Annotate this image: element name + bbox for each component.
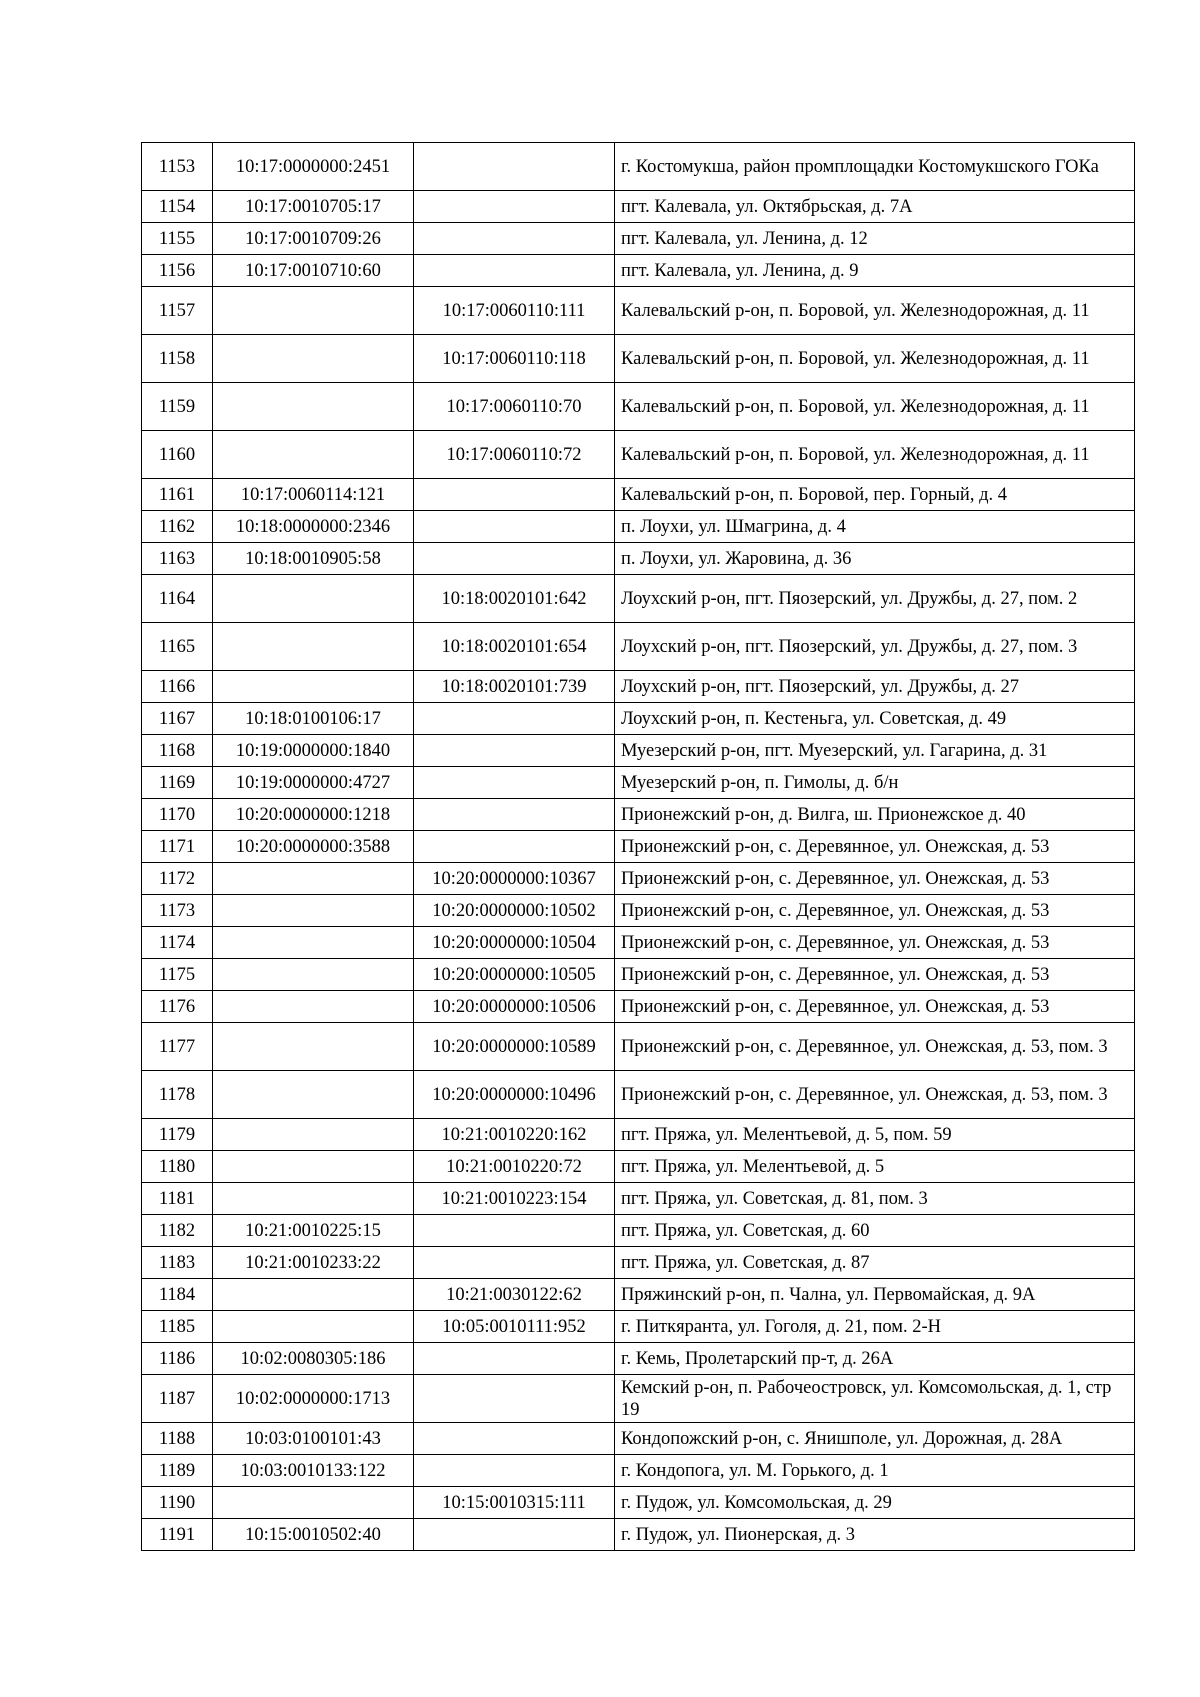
land-cadastral-number-cell: 10:19:0000000:1840: [213, 735, 414, 767]
row-number-cell: 1181: [142, 1183, 213, 1215]
table-row: [142, 1519, 1135, 1551]
table-row: [142, 143, 1135, 191]
building-cadastral-number-cell: 10:20:0000000:10505: [414, 959, 615, 991]
building-cadastral-number-cell: 10:21:0010220:162: [414, 1119, 615, 1151]
table-row: [142, 735, 1135, 767]
address-cell: Лоухский р-он, пгт. Пяозерский, ул. Дружбы, д. 27, пом. 2: [615, 575, 1135, 623]
building-cadastral-number-cell: [414, 1247, 615, 1279]
row-number-cell: 1190: [142, 1487, 213, 1519]
row-number-cell: 1188: [142, 1423, 213, 1455]
row-number-cell: 1186: [142, 1343, 213, 1375]
row-number-cell: 1156: [142, 255, 213, 287]
table-row: [142, 1071, 1135, 1119]
address-cell: Калевальский р-он, п. Боровой, пер. Горный, д. 4: [615, 479, 1135, 511]
building-cadastral-number-cell: 10:20:0000000:10502: [414, 895, 615, 927]
table-row: [142, 1215, 1135, 1247]
address-cell: Прионежский р-он, с. Деревянное, ул. Онежская, д. 53: [615, 927, 1135, 959]
row-number-cell: 1172: [142, 863, 213, 895]
building-cadastral-number-cell: 10:18:0020101:654: [414, 623, 615, 671]
address-cell: г. Костомукша, район промплощадки Костомукшского ГОКа: [615, 143, 1135, 191]
row-number-cell: 1154: [142, 191, 213, 223]
building-cadastral-number-cell: [414, 1375, 615, 1423]
row-number-cell: 1173: [142, 895, 213, 927]
building-cadastral-number-cell: 10:21:0030122:62: [414, 1279, 615, 1311]
land-cadastral-number-cell: 10:21:0010233:22: [213, 1247, 414, 1279]
address-cell: Муезерский р-он, п. Гимолы, д. б/н: [615, 767, 1135, 799]
table-row: [142, 255, 1135, 287]
table-row: [142, 1119, 1135, 1151]
row-number-cell: 1158: [142, 335, 213, 383]
land-cadastral-number-cell: 10:02:0000000:1713: [213, 1375, 414, 1423]
address-cell: пгт. Пряжа, ул. Советская, д. 60: [615, 1215, 1135, 1247]
building-cadastral-number-cell: [414, 223, 615, 255]
address-cell: Прионежский р-он, с. Деревянное, ул. Онежская, д. 53, пом. 3: [615, 1023, 1135, 1071]
building-cadastral-number-cell: [414, 831, 615, 863]
row-number-cell: 1175: [142, 959, 213, 991]
row-number-cell: 1160: [142, 431, 213, 479]
table-row: [142, 1247, 1135, 1279]
land-cadastral-number-cell: 10:20:0000000:1218: [213, 799, 414, 831]
address-cell: Прионежский р-он, с. Деревянное, ул. Онежская, д. 53: [615, 895, 1135, 927]
land-cadastral-number-cell: 10:03:0100101:43: [213, 1423, 414, 1455]
land-cadastral-number-cell: [213, 991, 414, 1023]
land-cadastral-number-cell: [213, 1311, 414, 1343]
land-cadastral-number-cell: 10:21:0010225:15: [213, 1215, 414, 1247]
building-cadastral-number-cell: 10:21:0010220:72: [414, 1151, 615, 1183]
land-cadastral-number-cell: [213, 575, 414, 623]
address-cell: пгт. Пряжа, ул. Мелентьевой, д. 5: [615, 1151, 1135, 1183]
building-cadastral-number-cell: 10:18:0020101:739: [414, 671, 615, 703]
address-cell: г. Питкяранта, ул. Гоголя, д. 21, пом. 2-Н: [615, 1311, 1135, 1343]
land-cadastral-number-cell: [213, 863, 414, 895]
row-number-cell: 1176: [142, 991, 213, 1023]
table-row: [142, 543, 1135, 575]
table-row: [142, 1183, 1135, 1215]
table-row: [142, 767, 1135, 799]
building-cadastral-number-cell: 10:05:0010111:952: [414, 1311, 615, 1343]
land-cadastral-number-cell: [213, 431, 414, 479]
land-cadastral-number-cell: [213, 671, 414, 703]
land-cadastral-number-cell: [213, 1151, 414, 1183]
address-cell: пгт. Пряжа, ул. Мелентьевой, д. 5, пом. 59: [615, 1119, 1135, 1151]
land-cadastral-number-cell: [213, 927, 414, 959]
address-cell: Кондопожский р-он, с. Янишполе, ул. Дорожная, д. 28А: [615, 1423, 1135, 1455]
address-cell: Прионежский р-он, с. Деревянное, ул. Онежская, д. 53: [615, 831, 1135, 863]
land-cadastral-number-cell: [213, 335, 414, 383]
table-row: [142, 1487, 1135, 1519]
land-cadastral-number-cell: [213, 1487, 414, 1519]
property-registry-table: [141, 142, 1135, 1551]
land-cadastral-number-cell: 10:19:0000000:4727: [213, 767, 414, 799]
land-cadastral-number-cell: 10:17:0010710:60: [213, 255, 414, 287]
row-number-cell: 1187: [142, 1375, 213, 1423]
table-row: [142, 335, 1135, 383]
table-row: [142, 1151, 1135, 1183]
row-number-cell: 1179: [142, 1119, 213, 1151]
building-cadastral-number-cell: 10:20:0000000:10496: [414, 1071, 615, 1119]
address-cell: г. Пудож, ул. Комсомольская, д. 29: [615, 1487, 1135, 1519]
address-cell: г. Кемь, Пролетарский пр-т, д. 26А: [615, 1343, 1135, 1375]
address-cell: п. Лоухи, ул. Жаровина, д. 36: [615, 543, 1135, 575]
land-cadastral-number-cell: 10:02:0080305:186: [213, 1343, 414, 1375]
address-cell: Лоухский р-он, п. Кестеньга, ул. Советская, д. 49: [615, 703, 1135, 735]
building-cadastral-number-cell: 10:17:0060110:72: [414, 431, 615, 479]
table-row: [142, 1343, 1135, 1375]
address-cell: Пряжинский р-он, п. Чална, ул. Первомайская, д. 9А: [615, 1279, 1135, 1311]
address-cell: Прионежский р-он, с. Деревянное, ул. Онежская, д. 53: [615, 991, 1135, 1023]
table-row: [142, 703, 1135, 735]
row-number-cell: 1174: [142, 927, 213, 959]
registry-table-body: [142, 143, 1135, 1551]
land-cadastral-number-cell: [213, 623, 414, 671]
building-cadastral-number-cell: 10:17:0060110:118: [414, 335, 615, 383]
building-cadastral-number-cell: 10:20:0000000:10504: [414, 927, 615, 959]
table-row: [142, 287, 1135, 335]
address-cell: Лоухский р-он, пгт. Пяозерский, ул. Дружбы, д. 27: [615, 671, 1135, 703]
address-cell: Прионежский р-он, с. Деревянное, ул. Онежская, д. 53: [615, 863, 1135, 895]
building-cadastral-number-cell: [414, 143, 615, 191]
row-number-cell: 1161: [142, 479, 213, 511]
table-row: [142, 1023, 1135, 1071]
table-row: [142, 191, 1135, 223]
row-number-cell: 1182: [142, 1215, 213, 1247]
land-cadastral-number-cell: 10:18:0000000:2346: [213, 511, 414, 543]
table-row: [142, 511, 1135, 543]
land-cadastral-number-cell: 10:18:0010905:58: [213, 543, 414, 575]
row-number-cell: 1184: [142, 1279, 213, 1311]
row-number-cell: 1169: [142, 767, 213, 799]
land-cadastral-number-cell: [213, 1183, 414, 1215]
table-row: [142, 479, 1135, 511]
building-cadastral-number-cell: 10:15:0010315:111: [414, 1487, 615, 1519]
address-cell: Калевальский р-он, п. Боровой, ул. Железнодорожная, д. 11: [615, 383, 1135, 431]
table-row: [142, 799, 1135, 831]
land-cadastral-number-cell: 10:17:0010709:26: [213, 223, 414, 255]
table-row: [142, 1375, 1135, 1423]
land-cadastral-number-cell: [213, 959, 414, 991]
address-cell: Калевальский р-он, п. Боровой, ул. Железнодорожная, д. 11: [615, 287, 1135, 335]
row-number-cell: 1163: [142, 543, 213, 575]
address-cell: пгт. Калевала, ул. Ленина, д. 9: [615, 255, 1135, 287]
building-cadastral-number-cell: [414, 1215, 615, 1247]
row-number-cell: 1189: [142, 1455, 213, 1487]
address-cell: Калевальский р-он, п. Боровой, ул. Железнодорожная, д. 11: [615, 335, 1135, 383]
address-cell: Прионежский р-он, с. Деревянное, ул. Онежская, д. 53, пом. 3: [615, 1071, 1135, 1119]
building-cadastral-number-cell: [414, 1519, 615, 1551]
building-cadastral-number-cell: [414, 255, 615, 287]
table-row: [142, 927, 1135, 959]
row-number-cell: 1166: [142, 671, 213, 703]
land-cadastral-number-cell: 10:15:0010502:40: [213, 1519, 414, 1551]
row-number-cell: 1171: [142, 831, 213, 863]
address-cell: п. Лоухи, ул. Шмагрина, д. 4: [615, 511, 1135, 543]
building-cadastral-number-cell: 10:20:0000000:10589: [414, 1023, 615, 1071]
land-cadastral-number-cell: 10:17:0010705:17: [213, 191, 414, 223]
table-row: [142, 959, 1135, 991]
building-cadastral-number-cell: [414, 1343, 615, 1375]
land-cadastral-number-cell: [213, 1023, 414, 1071]
building-cadastral-number-cell: 10:17:0060110:70: [414, 383, 615, 431]
building-cadastral-number-cell: 10:21:0010223:154: [414, 1183, 615, 1215]
building-cadastral-number-cell: 10:20:0000000:10367: [414, 863, 615, 895]
row-number-cell: 1170: [142, 799, 213, 831]
building-cadastral-number-cell: [414, 511, 615, 543]
table-row: [142, 431, 1135, 479]
table-row: [142, 991, 1135, 1023]
building-cadastral-number-cell: 10:20:0000000:10506: [414, 991, 615, 1023]
land-cadastral-number-cell: [213, 1119, 414, 1151]
row-number-cell: 1167: [142, 703, 213, 735]
table-row: [142, 863, 1135, 895]
row-number-cell: 1177: [142, 1023, 213, 1071]
table-row: [142, 223, 1135, 255]
address-cell: Прионежский р-он, с. Деревянное, ул. Онежская, д. 53: [615, 959, 1135, 991]
row-number-cell: 1180: [142, 1151, 213, 1183]
table-row: [142, 575, 1135, 623]
row-number-cell: 1185: [142, 1311, 213, 1343]
address-cell: пгт. Пряжа, ул. Советская, д. 87: [615, 1247, 1135, 1279]
address-cell: пгт. Калевала, ул. Ленина, д. 12: [615, 223, 1135, 255]
table-row: [142, 1311, 1135, 1343]
table-row: [142, 671, 1135, 703]
table-row: [142, 1279, 1135, 1311]
building-cadastral-number-cell: [414, 799, 615, 831]
row-number-cell: 1178: [142, 1071, 213, 1119]
address-cell: Муезерский р-он, пгт. Муезерский, ул. Гагарина, д. 31: [615, 735, 1135, 767]
row-number-cell: 1183: [142, 1247, 213, 1279]
building-cadastral-number-cell: [414, 1423, 615, 1455]
row-number-cell: 1159: [142, 383, 213, 431]
address-cell: пгт. Пряжа, ул. Советская, д. 81, пом. 3: [615, 1183, 1135, 1215]
address-cell: пгт. Калевала, ул. Октябрьская, д. 7А: [615, 191, 1135, 223]
address-cell: Кемский р-он, п. Рабочеостровск, ул. Комсомольская, д. 1, стр 19: [615, 1375, 1135, 1423]
building-cadastral-number-cell: [414, 735, 615, 767]
land-cadastral-number-cell: [213, 383, 414, 431]
land-cadastral-number-cell: [213, 895, 414, 927]
table-row: [142, 623, 1135, 671]
land-cadastral-number-cell: [213, 287, 414, 335]
address-cell: г. Кондопога, ул. М. Горького, д. 1: [615, 1455, 1135, 1487]
building-cadastral-number-cell: 10:17:0060110:111: [414, 287, 615, 335]
row-number-cell: 1164: [142, 575, 213, 623]
land-cadastral-number-cell: 10:18:0100106:17: [213, 703, 414, 735]
row-number-cell: 1162: [142, 511, 213, 543]
land-cadastral-number-cell: 10:17:0000000:2451: [213, 143, 414, 191]
row-number-cell: 1153: [142, 143, 213, 191]
table-row: [142, 895, 1135, 927]
land-cadastral-number-cell: 10:03:0010133:122: [213, 1455, 414, 1487]
address-cell: Калевальский р-он, п. Боровой, ул. Железнодорожная, д. 11: [615, 431, 1135, 479]
table-row: [142, 1455, 1135, 1487]
building-cadastral-number-cell: [414, 1455, 615, 1487]
building-cadastral-number-cell: [414, 543, 615, 575]
row-number-cell: 1165: [142, 623, 213, 671]
row-number-cell: 1168: [142, 735, 213, 767]
table-row: [142, 1423, 1135, 1455]
building-cadastral-number-cell: [414, 191, 615, 223]
building-cadastral-number-cell: 10:18:0020101:642: [414, 575, 615, 623]
address-cell: Прионежский р-он, д. Вилга, ш. Прионежское д. 40: [615, 799, 1135, 831]
table-row: [142, 831, 1135, 863]
land-cadastral-number-cell: [213, 1279, 414, 1311]
land-cadastral-number-cell: 10:17:0060114:121: [213, 479, 414, 511]
building-cadastral-number-cell: [414, 479, 615, 511]
land-cadastral-number-cell: 10:20:0000000:3588: [213, 831, 414, 863]
row-number-cell: 1157: [142, 287, 213, 335]
land-cadastral-number-cell: [213, 1071, 414, 1119]
row-number-cell: 1191: [142, 1519, 213, 1551]
address-cell: Лоухский р-он, пгт. Пяозерский, ул. Дружбы, д. 27, пом. 3: [615, 623, 1135, 671]
table-row: [142, 383, 1135, 431]
building-cadastral-number-cell: [414, 767, 615, 799]
building-cadastral-number-cell: [414, 703, 615, 735]
address-cell: г. Пудож, ул. Пионерская, д. 3: [615, 1519, 1135, 1551]
row-number-cell: 1155: [142, 223, 213, 255]
